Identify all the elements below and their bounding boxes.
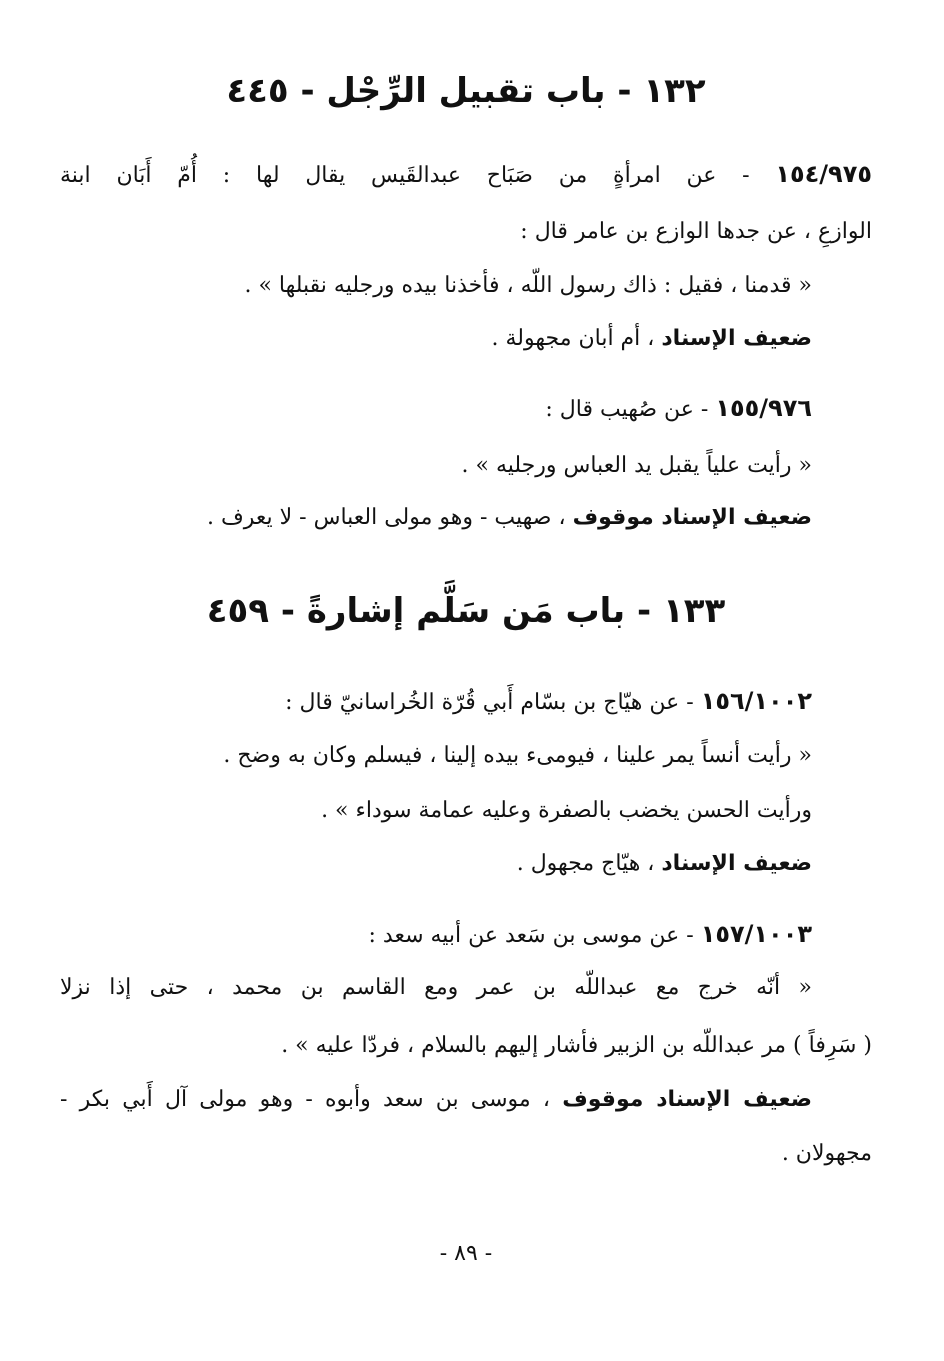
hadith-text: « قدمنا ، فقيل : ذاك رسول اللّه ، فأخذنا بيده ورجليه نقبلها » . (244, 273, 812, 298)
hadith-chain: - عن هيّاج بن بسّام أَبي قُرّة الخُراسانيّ قال : (285, 690, 701, 715)
hadith-grading (60, 321, 812, 357)
grade-note: ، صهيب - وهو مولى العباس - لا يعرف . (206, 505, 573, 530)
hadith-chain: - عن موسى بن سَعد عن أبيه سعد : (368, 923, 701, 948)
grade-note-continued: مجهولان . (781, 1141, 872, 1166)
hadith-intro (60, 916, 812, 954)
hadith-chain-continued: الوازعِ ، عن جدها الوازع بن عامر قال : (520, 219, 872, 244)
hadith-intro (60, 683, 812, 721)
hadith-text: « رأيت علياً يقبل يد العباس ورجليه » . (461, 453, 812, 478)
page-number: - ٨٩ - (439, 1241, 493, 1266)
hadith-grading (60, 1082, 812, 1118)
hadith-text: « رأيت أنساً يمر علينا ، فيومىء بيده إلينا ، فيسلم وكان به وضح . (223, 743, 812, 768)
hadith-number: ١٥٧/١٠٠٣ (700, 920, 812, 948)
grade-label: ضعيف الإسناد موقوف (562, 1087, 813, 1112)
grade-note: ، موسى بن سعد وأبوه - وهو مولى آل أَبي بكر - (60, 1087, 563, 1112)
book-page (60, 0, 872, 1361)
grade-note: ، أم أبان مجهولة . (491, 326, 662, 351)
grade-label: ضعيف الإسناد موقوف (572, 505, 812, 530)
hadith-text-continued: ورأيت الحسن يخضب بالصفرة وعليه عمامة سوداء » . (321, 798, 812, 823)
hadith-chain: - عن امرأةٍ من صَبَاح عبدالقَيس يقال لها : أُمّ أَبَان ابنة (60, 163, 776, 188)
grade-note: ، هيّاج مجهول . (516, 851, 662, 876)
hadith-chain: - عن صُهيب قال : (545, 397, 716, 422)
hadith-intro (60, 390, 812, 428)
chapter-title: ١٣٣ - باب مَن سَلَّم إشارةً - ٤٥٩ (206, 591, 726, 631)
hadith-number: ١٥٦/١٠٠٢ (700, 687, 812, 715)
hadith-grading (60, 500, 812, 536)
hadith-number: ١٥٥/٩٧٦ (715, 394, 812, 422)
hadith-text: « أنّه خرج مع عبداللّه بن عمر ومع القاسم بن محمد ، حتى إذا نزلا (60, 975, 812, 1000)
hadith-intro (60, 156, 872, 194)
chapter-title: ١٣٢ - باب تقبيل الرِّجْل - ٤٤٥ (226, 71, 706, 111)
hadith-number: ١٥٤/٩٧٥ (775, 160, 872, 188)
grade-label: ضعيف الإسناد (661, 326, 812, 351)
grade-label: ضعيف الإسناد (661, 851, 812, 876)
hadith-grading (60, 846, 812, 882)
hadith-text-continued: ( سَرِفاً ) مر عبداللّه بن الزبير فأشار إليهم بالسلام ، فردّا عليه » . (281, 1033, 872, 1058)
